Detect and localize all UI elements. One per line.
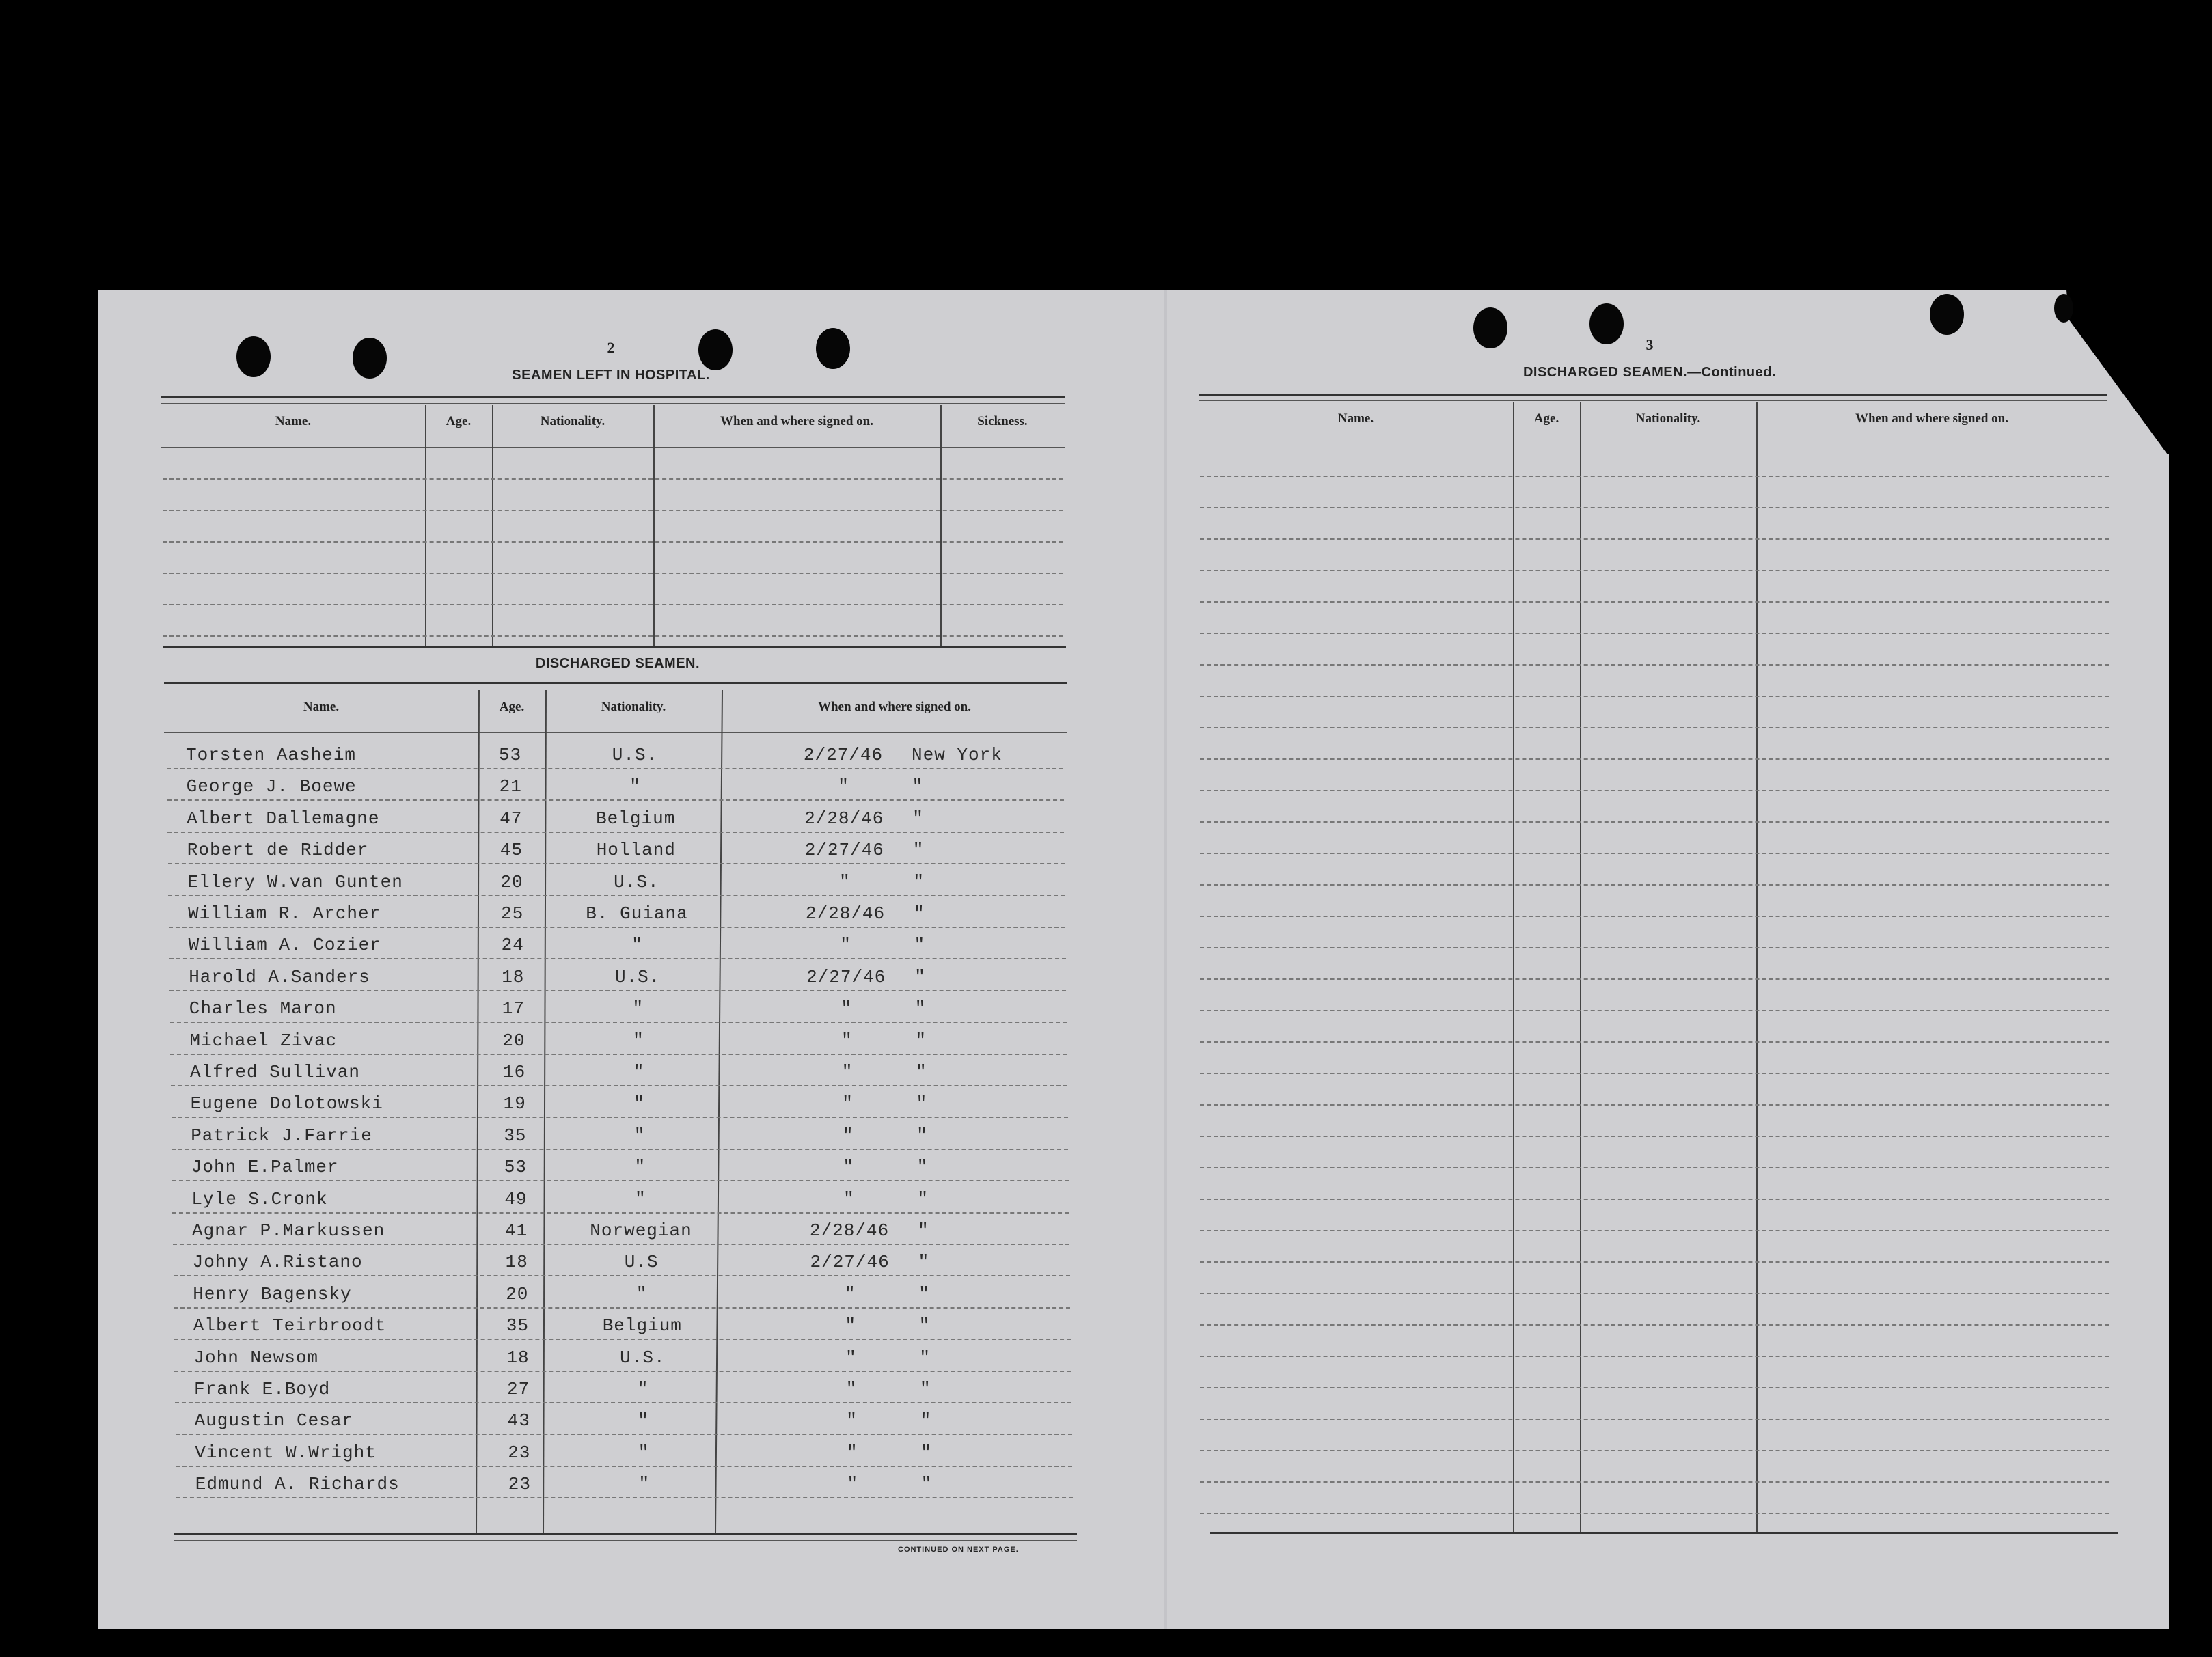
dotted-row-line — [167, 799, 1064, 801]
seaman-name: Johny A.Ristano — [192, 1252, 363, 1273]
column-divider — [476, 690, 480, 1533]
punch-hole — [1930, 294, 1964, 335]
table-rule — [163, 646, 1066, 648]
header-sickness: Sickness. — [977, 414, 1028, 428]
dotted-row-line — [1200, 1167, 2109, 1168]
signed-on-date: 2/27/46 — [804, 840, 884, 861]
table-rule — [1199, 400, 2107, 401]
signed-on-place: " — [912, 776, 924, 797]
dotted-row-line — [1200, 601, 2109, 603]
signed-on-date: 2/27/46 — [806, 966, 886, 987]
seaman-name: Lyle S.Cronk — [191, 1188, 328, 1209]
header-name: Name. — [1337, 411, 1374, 426]
signed-on-place: " — [918, 1252, 930, 1273]
seaman-nationality: " — [632, 998, 644, 1019]
signed-on-date: " — [841, 998, 853, 1019]
dotted-row-line — [1200, 978, 2109, 980]
seaman-age: 49 — [504, 1188, 528, 1209]
signed-on-date: " — [846, 1442, 858, 1463]
seaman-age: 27 — [507, 1379, 530, 1399]
signed-on-place: " — [914, 903, 925, 924]
seaman-age: 19 — [503, 1093, 526, 1114]
signed-on-place: " — [914, 998, 927, 1019]
column-divider — [1513, 402, 1514, 1533]
table-rule — [164, 682, 1067, 684]
page-number-left: 2 — [607, 339, 615, 356]
dotted-row-line — [169, 927, 1065, 928]
seaman-nationality: Norwegian — [590, 1220, 692, 1241]
dotted-row-line — [171, 1085, 1067, 1086]
seaman-nationality: " — [638, 1442, 650, 1463]
seaman-nationality: " — [631, 935, 643, 956]
dotted-row-line — [172, 1149, 1068, 1150]
header-nationality: Nationality. — [601, 700, 666, 714]
signed-on-date: 2/28/46 — [805, 903, 886, 924]
punch-hole — [816, 328, 850, 369]
dotted-row-line — [1200, 1041, 2109, 1043]
table-rule — [164, 732, 1067, 733]
header-age: Age. — [446, 414, 472, 428]
table-rule — [174, 1540, 1077, 1541]
signed-on-date: " — [843, 1188, 855, 1209]
seaman-nationality: B. Guiana — [586, 903, 688, 924]
dotted-row-line — [169, 990, 1066, 991]
seaman-age: 23 — [508, 1442, 531, 1463]
seaman-age: 24 — [501, 935, 524, 956]
table-rule — [161, 403, 1065, 404]
continued-note: CONTINUED ON NEXT PAGE. — [898, 1546, 1019, 1554]
seaman-nationality: Belgium — [596, 808, 676, 829]
seaman-name: Agnar P.Markussen — [192, 1220, 385, 1241]
punch-hole — [1473, 307, 1507, 348]
right-section-title: DISCHARGED SEAMEN.—Continued. — [1523, 365, 1777, 380]
seaman-nationality: U.S. — [614, 966, 661, 987]
column-divider — [492, 405, 493, 646]
signed-on-date: " — [841, 1030, 853, 1051]
dotted-row-line — [1200, 1230, 2109, 1231]
signed-on-place: " — [917, 1188, 929, 1209]
seaman-age: 21 — [499, 776, 522, 797]
signed-on-date: " — [845, 1379, 858, 1399]
punch-hole — [1589, 303, 1624, 344]
dotted-row-line — [176, 1434, 1072, 1435]
header-age: Age. — [499, 700, 525, 714]
signed-on-date: " — [845, 1315, 857, 1337]
seaman-nationality: U.S. — [612, 745, 658, 765]
dotted-row-line — [1200, 884, 2109, 886]
seaman-name: Alfred Sullivan — [190, 1062, 361, 1082]
dotted-row-line — [1200, 633, 2109, 634]
dotted-row-line — [1200, 538, 2109, 540]
dotted-row-line — [170, 1054, 1067, 1055]
page-fold — [1164, 290, 1167, 1629]
torn-corner — [2066, 290, 2176, 454]
dotted-row-line — [167, 832, 1064, 833]
dotted-row-line — [1200, 1419, 2109, 1420]
signed-on-place: " — [920, 1379, 931, 1399]
punch-hole — [2054, 294, 2073, 323]
column-divider — [940, 405, 942, 646]
header-signed-on: When and where signed on. — [720, 414, 873, 428]
dotted-row-line — [174, 1339, 1071, 1340]
signed-on-place: " — [916, 1062, 927, 1082]
signed-on-place: " — [912, 840, 925, 861]
header-nationality: Nationality. — [540, 414, 605, 428]
signed-on-date: " — [842, 1093, 854, 1114]
signed-on-place: " — [916, 1125, 928, 1146]
dotted-row-line — [1200, 507, 2109, 508]
table-rule — [161, 396, 1065, 398]
seaman-nationality: " — [637, 1379, 649, 1399]
seaman-name: Eugene Dolotowski — [190, 1093, 383, 1114]
signed-on-place: " — [915, 1030, 927, 1051]
signed-on-date: 2/27/46 — [803, 745, 884, 765]
seaman-nationality: " — [636, 1283, 648, 1304]
page-number-right: 3 — [1646, 336, 1654, 353]
dotted-row-line — [163, 478, 1063, 480]
seaman-name: Michael Zivac — [189, 1030, 338, 1051]
dotted-row-line — [1200, 664, 2109, 666]
signed-on-date: " — [838, 776, 849, 797]
dotted-row-line — [172, 1180, 1069, 1181]
document-sheet — [98, 290, 2169, 1629]
seaman-name: Vincent W.Wright — [195, 1442, 377, 1463]
signed-on-place: " — [920, 1474, 933, 1495]
punch-hole — [236, 336, 271, 377]
seaman-age: 43 — [507, 1410, 530, 1432]
dotted-row-line — [1200, 1073, 2109, 1074]
seaman-nationality: " — [633, 1030, 644, 1051]
signed-on-date: " — [843, 1157, 855, 1178]
signed-on-place: " — [916, 1157, 929, 1178]
dotted-row-line — [1200, 1513, 2109, 1514]
seaman-age: 18 — [505, 1252, 528, 1273]
seaman-age: 25 — [501, 903, 524, 924]
seaman-nationality: Holland — [596, 840, 676, 861]
dotted-row-line — [163, 541, 1063, 543]
signed-on-date: 2/28/46 — [804, 808, 884, 829]
dotted-row-line — [163, 573, 1063, 574]
seaman-name: Ellery W.van Gunten — [187, 871, 403, 892]
seaman-nationality: " — [634, 1157, 646, 1178]
signed-on-place: " — [918, 1315, 931, 1337]
seaman-nationality: " — [638, 1474, 651, 1495]
column-divider — [1580, 402, 1581, 1533]
header-age: Age. — [1533, 411, 1559, 426]
seaman-age: 45 — [500, 840, 523, 861]
seaman-nationality: " — [629, 776, 641, 797]
dotted-row-line — [1200, 758, 2109, 760]
signed-on-place: " — [920, 1410, 932, 1432]
seaman-nationality: " — [638, 1410, 649, 1432]
seaman-age: 18 — [506, 1347, 530, 1368]
table-rule — [1199, 394, 2107, 396]
column-divider — [653, 405, 655, 646]
seaman-name: Albert Teirbroodt — [193, 1315, 387, 1337]
header-signed-on: When and where signed on. — [817, 700, 971, 714]
seaman-age: 17 — [502, 998, 525, 1019]
seaman-age: 18 — [502, 966, 525, 987]
dotted-row-line — [176, 1497, 1073, 1498]
dotted-row-line — [1200, 1010, 2109, 1011]
dotted-row-line — [1200, 1136, 2109, 1137]
dotted-row-line — [173, 1244, 1069, 1245]
dotted-row-line — [1200, 476, 2109, 477]
column-divider — [1756, 402, 1758, 1533]
seaman-nationality: U.S — [624, 1252, 659, 1273]
seaman-name: Robert de Ridder — [187, 840, 369, 861]
seaman-name: Patrick J.Farrie — [191, 1125, 372, 1146]
signed-on-place: New York — [912, 745, 1002, 765]
seaman-age: 35 — [506, 1315, 530, 1337]
seaman-name: Augustin Cesar — [194, 1410, 354, 1432]
seaman-age: 20 — [500, 871, 523, 892]
seaman-age: 47 — [500, 808, 523, 829]
dotted-row-line — [163, 510, 1063, 511]
signed-on-date: 2/28/46 — [809, 1220, 890, 1241]
hospital-section-title: SEAMEN LEFT IN HOSPITAL. — [512, 368, 710, 383]
seaman-name: Frank E.Boyd — [194, 1379, 331, 1399]
seaman-name: Edmund A. Richards — [195, 1474, 400, 1495]
signed-on-date: " — [844, 1283, 856, 1304]
seaman-age: 53 — [499, 745, 522, 765]
dotted-row-line — [169, 958, 1066, 959]
dotted-row-line — [1200, 1481, 2109, 1483]
seaman-name: William A. Cozier — [188, 935, 381, 956]
signed-on-date: " — [842, 1125, 854, 1146]
header-name: Name. — [275, 414, 312, 428]
dotted-row-line — [1200, 853, 2109, 854]
dotted-row-line — [176, 1466, 1072, 1467]
dotted-row-line — [1200, 1261, 2109, 1263]
dotted-row-line — [1200, 727, 2109, 728]
dotted-row-line — [174, 1307, 1070, 1309]
signed-on-date: " — [840, 935, 851, 956]
signed-on-date: " — [847, 1474, 859, 1495]
signed-on-date: " — [846, 1410, 858, 1432]
signed-on-date: " — [845, 1347, 857, 1368]
seaman-nationality: U.S. — [614, 871, 659, 892]
seaman-name: William R. Archer — [188, 903, 381, 924]
dotted-row-line — [1200, 821, 2109, 823]
dotted-row-line — [1200, 1293, 2109, 1294]
discharged-section-title: DISCHARGED SEAMEN. — [535, 656, 700, 671]
seaman-name: George J. Boewe — [186, 776, 357, 797]
dotted-row-line — [163, 635, 1063, 637]
punch-hole — [353, 338, 387, 379]
seaman-name: Charles Maron — [189, 998, 337, 1019]
dotted-row-line — [1200, 1199, 2109, 1200]
seaman-age: 23 — [508, 1474, 532, 1495]
seaman-age: 53 — [504, 1157, 528, 1178]
column-divider — [425, 405, 426, 646]
table-rule — [1210, 1532, 2118, 1534]
signed-on-date: 2/27/46 — [810, 1252, 890, 1273]
dotted-row-line — [175, 1402, 1071, 1403]
seaman-nationality: " — [635, 1188, 646, 1209]
header-signed-on: When and where signed on. — [1855, 411, 2008, 426]
dotted-row-line — [168, 895, 1065, 896]
signed-on-place: " — [918, 1220, 929, 1241]
signed-on-place: " — [914, 966, 926, 987]
dotted-row-line — [170, 1022, 1067, 1023]
seaman-name: Henry Bagensky — [193, 1283, 352, 1304]
seaman-nationality: " — [633, 1093, 645, 1114]
seaman-name: John E.Palmer — [191, 1157, 339, 1178]
seaman-nationality: U.S. — [620, 1347, 666, 1368]
dotted-row-line — [1200, 1387, 2109, 1388]
dotted-row-line — [1200, 1356, 2109, 1357]
seaman-name: Harold A.Sanders — [189, 966, 370, 987]
signed-on-place: " — [913, 871, 925, 892]
dotted-row-line — [174, 1371, 1071, 1372]
seaman-age: 16 — [503, 1062, 526, 1082]
dotted-row-line — [172, 1117, 1068, 1118]
column-divider — [543, 690, 547, 1533]
seaman-nationality: Belgium — [602, 1315, 682, 1337]
signed-on-place: " — [914, 935, 926, 956]
dotted-row-line — [1200, 947, 2109, 948]
dotted-row-line — [168, 863, 1065, 864]
table-rule — [161, 447, 1065, 448]
seaman-name: Albert Dallemagne — [187, 808, 380, 829]
seaman-name: Torsten Aasheim — [186, 745, 357, 765]
dotted-row-line — [1200, 1324, 2109, 1326]
seaman-age: 20 — [502, 1030, 525, 1051]
dotted-row-line — [1200, 790, 2109, 791]
signed-on-place: " — [916, 1093, 928, 1114]
dotted-row-line — [163, 604, 1063, 605]
seaman-nationality: " — [633, 1125, 646, 1146]
seaman-age: 35 — [504, 1125, 527, 1146]
dotted-row-line — [1200, 1104, 2109, 1106]
seaman-name: John Newsom — [193, 1347, 319, 1368]
dotted-row-line — [167, 768, 1063, 769]
dotted-row-line — [172, 1212, 1069, 1214]
signed-on-place: " — [919, 1347, 931, 1368]
signed-on-date: " — [839, 871, 851, 892]
dotted-row-line — [1200, 696, 2109, 697]
header-name: Name. — [303, 700, 340, 714]
dotted-row-line — [1200, 916, 2109, 917]
header-nationality: Nationality. — [1635, 411, 1701, 426]
signed-on-date: " — [841, 1062, 854, 1082]
signed-on-place: " — [920, 1442, 932, 1463]
seaman-nationality: " — [633, 1062, 645, 1082]
seaman-age: 20 — [506, 1283, 529, 1304]
signed-on-place: " — [912, 808, 924, 829]
table-rule — [174, 1533, 1077, 1535]
signed-on-place: " — [918, 1283, 930, 1304]
dotted-row-line — [174, 1275, 1070, 1276]
dotted-row-line — [1200, 1450, 2109, 1451]
seaman-age: 41 — [505, 1220, 528, 1241]
dotted-row-line — [1200, 570, 2109, 571]
punch-hole — [698, 329, 733, 370]
